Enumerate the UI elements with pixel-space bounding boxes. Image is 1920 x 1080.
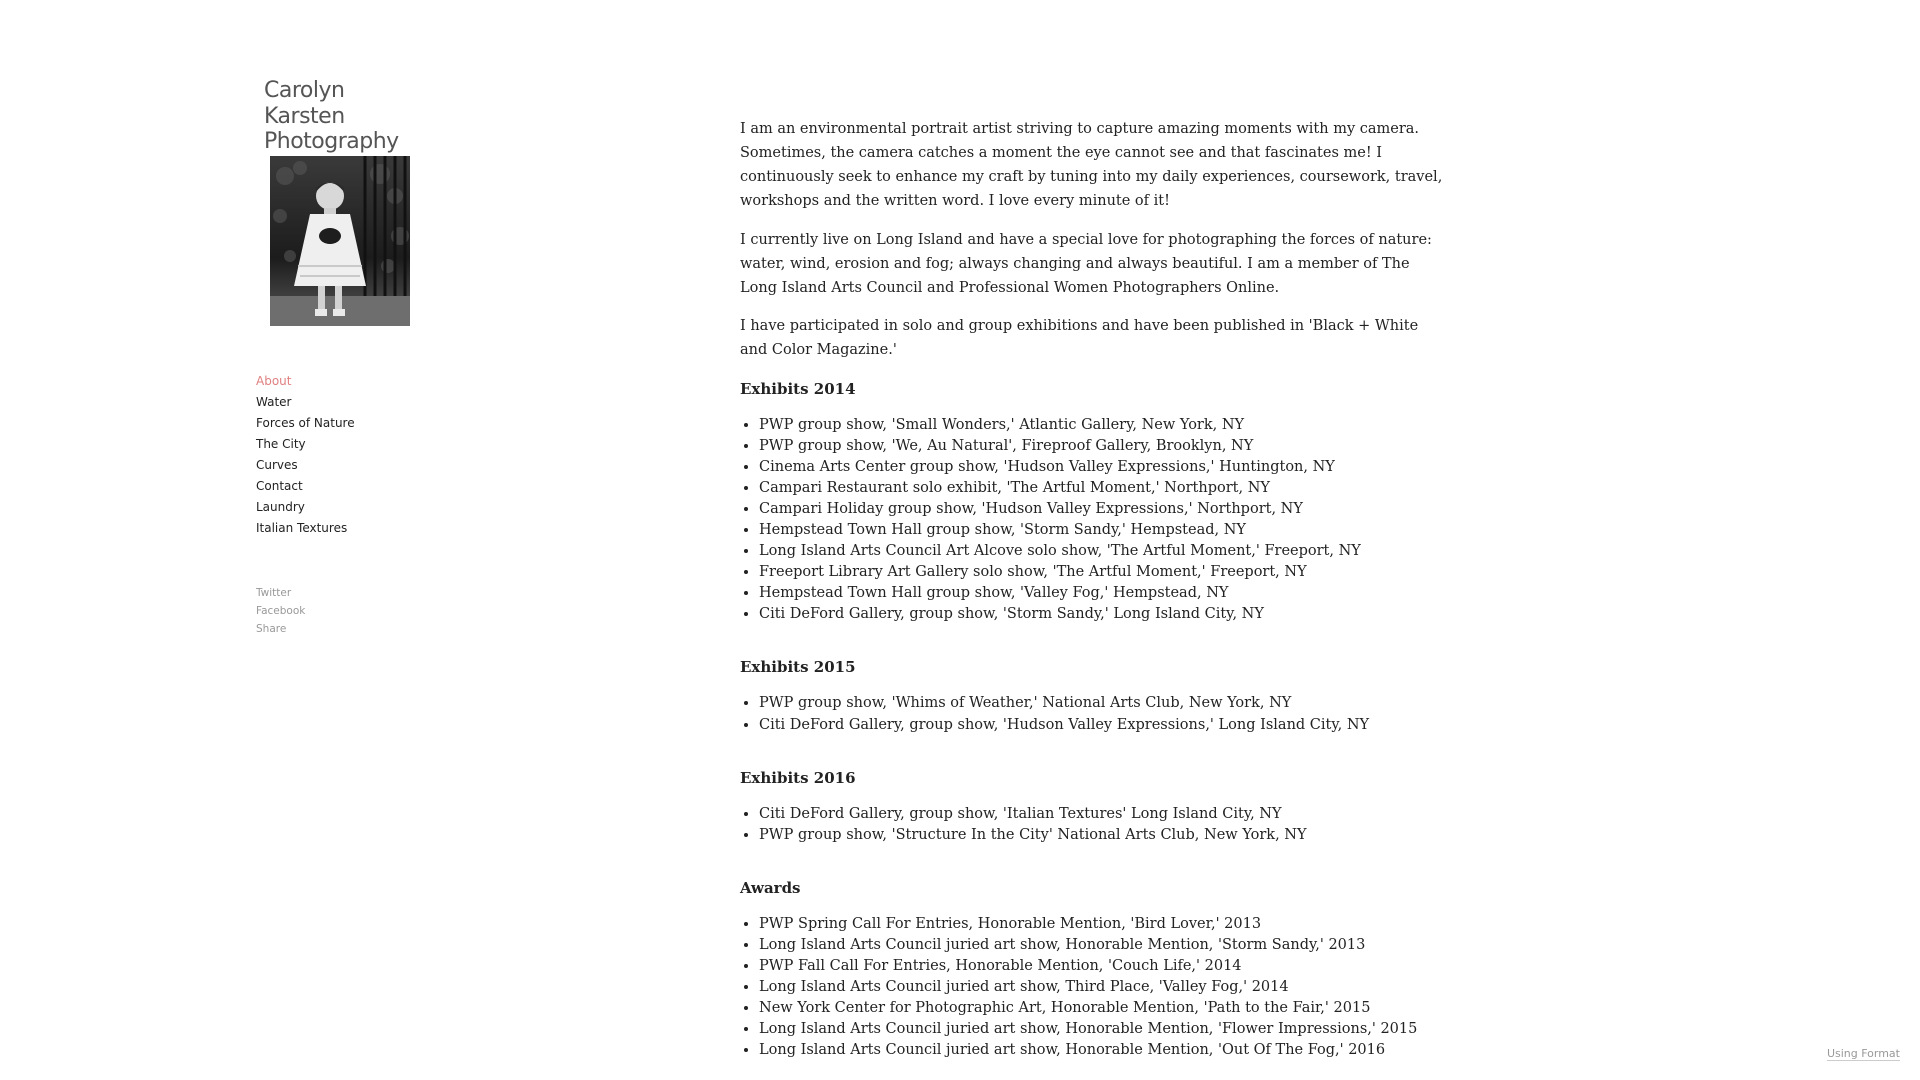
sidebar: [256, 78, 456, 638]
nav-item-laundry[interactable]: Laundry: [256, 499, 305, 514]
awards-list: [740, 914, 1450, 1062]
list-item: • Hempstead Town Hall group show, 'Valley Fog,' Hempstead, NY: [759, 583, 1450, 604]
list-item: • Long Island Arts Council juried art show, Honorable Mention, 'Flower Impressions,' 2015: [759, 1019, 1450, 1040]
site-logo-text: [264, 78, 456, 155]
section-heading-exhibits-2016: Exhibits 2016: [740, 768, 856, 787]
site-logo-link[interactable]: [264, 78, 456, 326]
logo-line: Karsten: [264, 103, 345, 129]
section-heading-exhibits-2015: Exhibits 2015: [740, 658, 856, 677]
list-item: • PWP group show, 'We, Au Natural', Fireproof Gallery, Brooklyn, NY: [759, 436, 1450, 457]
about-content: [740, 117, 1450, 1080]
using-format-link[interactable]: Using Format: [1826, 1047, 1900, 1060]
list-item: • Long Island Arts Council juried art show, Honorable Mention, 'Out Of The Fog,' 2016: [759, 1040, 1450, 1061]
list-item: • Campari Restaurant solo exhibit, 'The Artful Moment,' Northport, NY: [759, 478, 1450, 499]
twitter-link[interactable]: Twitter: [256, 586, 292, 599]
list-item: • Citi DeFord Gallery, group show, 'Italian Textures' Long Island City, NY: [759, 804, 1450, 825]
main-nav: [256, 371, 456, 539]
list-item: • PWP group show, 'Small Wonders,' Atlantic Gallery, New York, NY: [759, 415, 1450, 436]
list-item: • Long Island Arts Council Art Alcove solo show, 'The Artful Moment,' Freeport, NY: [759, 541, 1450, 562]
exhibits-2016-list: [740, 804, 1450, 846]
section-heading-exhibits-2014: Exhibits 2014: [740, 379, 856, 398]
list-item: • Long Island Arts Council juried art show, Honorable Mention, 'Storm Sandy,' 2013: [759, 935, 1450, 956]
logo-portrait-photo: [270, 156, 410, 326]
exhibits-2015-list: [740, 693, 1450, 735]
nav-item-forces-of-nature[interactable]: Forces of Nature: [256, 415, 355, 430]
nav-item-curves[interactable]: Curves: [256, 457, 298, 472]
share-link[interactable]: Share: [256, 622, 287, 635]
list-item: • Campari Holiday group show, 'Hudson Valley Expressions,' Northport, NY: [759, 499, 1450, 520]
nav-item-contact[interactable]: Contact: [256, 478, 303, 493]
nav-item-italian-textures[interactable]: Italian Textures: [256, 520, 348, 535]
nav-item-about[interactable]: About: [256, 373, 292, 388]
nav-item-the-city[interactable]: The City: [256, 436, 306, 451]
logo-line: Photography: [264, 129, 399, 154]
intro-paragraph: I currently live on Long Island and have a special love for photographing the forces of nature: water, wind, erosion and fog; always changing and always beautiful. I am a member of The Long Island Arts Council and Professional Women Photographers Online.: [740, 231, 1432, 296]
exhibits-2014-list: [740, 415, 1450, 626]
list-item: • PWP Fall Call For Entries, Honorable Mention, 'Couch Life,' 2014: [759, 956, 1450, 977]
section-heading-awards: Awards: [740, 878, 801, 897]
social-links: [256, 584, 456, 638]
list-item: • Long Island Arts Council juried art show, Third Place, 'Valley Fog,' 2014: [759, 977, 1450, 998]
list-item: • Citi DeFord Gallery, group show, 'Storm Sandy,' Long Island City, NY: [759, 604, 1450, 625]
nav-item-water[interactable]: Water: [256, 394, 292, 409]
list-item: • Freeport Library Art Gallery solo show, 'The Artful Moment,' Freeport, NY: [759, 562, 1450, 583]
list-item: • PWP group show, 'Structure In the City' National Arts Club, New York, NY: [759, 825, 1450, 846]
intro-paragraph: I have participated in solo and group exhibitions and have been published in 'Black + White and Color Magazine.': [740, 318, 1419, 358]
list-item: • Hempstead Town Hall group show, 'Storm Sandy,' Hempstead, NY: [759, 520, 1450, 541]
intro-paragraph: I am an environmental portrait artist striving to capture amazing moments with my camera. Sometimes, the camera catches a moment the eye cannot see and that fascinates me! I continuously seek to enhance my craft by tuning into my daily experiences, coursework, travel, workshops and the written word. I love every minute of it!: [740, 121, 1443, 209]
list-item: • PWP group show, 'Whims of Weather,' National Arts Club, New York, NY: [759, 693, 1450, 714]
list-item: • New York Center for Photographic Art, Honorable Mention, 'Path to the Fair,' 2015: [759, 998, 1450, 1019]
list-item: • Cinema Arts Center group show, 'Hudson Valley Expressions,' Huntington, NY: [759, 457, 1450, 478]
list-item: • PWP Spring Call For Entries, Honorable Mention, 'Bird Lover,' 2013: [759, 914, 1450, 935]
facebook-link[interactable]: Facebook: [256, 604, 306, 617]
logo-line: Carolyn: [264, 78, 345, 103]
list-item: • Citi DeFord Gallery, group show, 'Hudson Valley Expressions,' Long Island City, NY: [759, 715, 1450, 736]
